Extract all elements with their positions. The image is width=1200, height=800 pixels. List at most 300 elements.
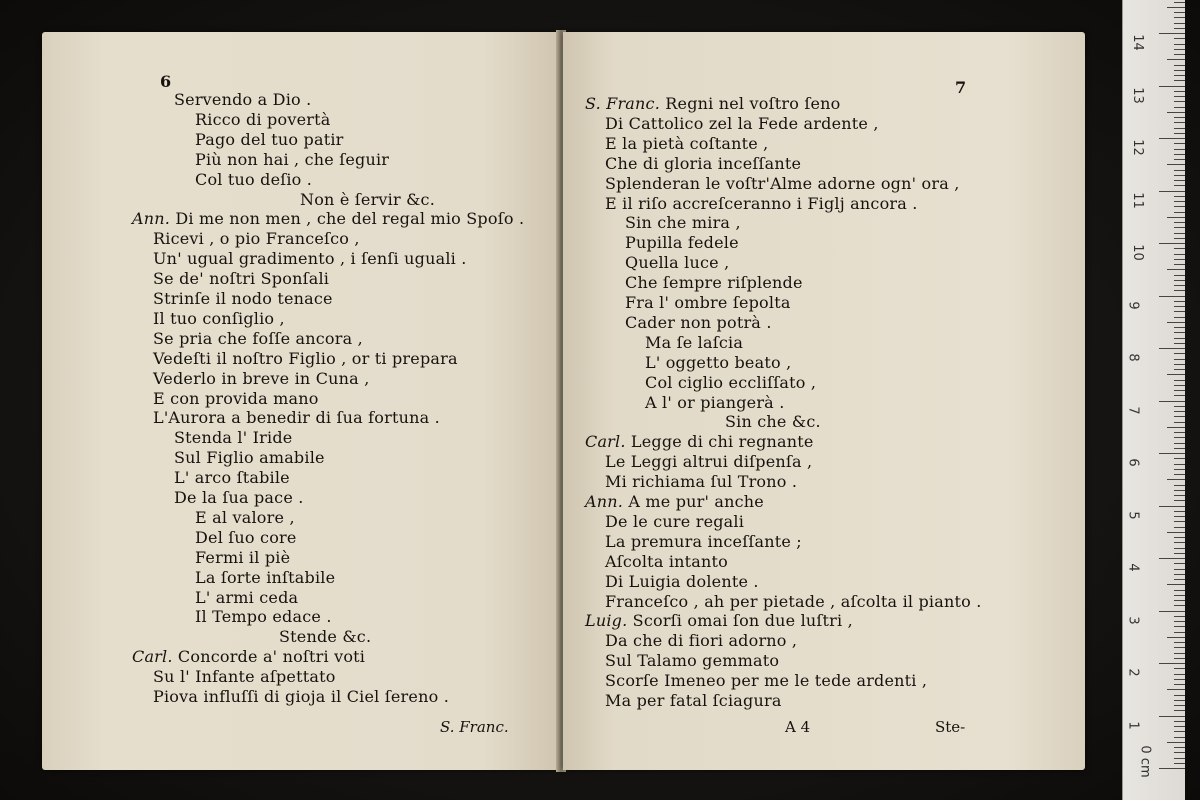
ruler-tick — [1174, 527, 1185, 528]
ruler-tick — [1174, 159, 1185, 160]
left-catchword: S. Franc. — [440, 718, 509, 736]
ruler-tick — [1167, 322, 1185, 323]
ruler-tick — [1167, 427, 1185, 428]
ruler-tick — [1174, 327, 1185, 328]
ruler-tick — [1167, 164, 1185, 165]
ruler-tick — [1174, 233, 1185, 234]
ruler-tick — [1174, 343, 1185, 344]
ruler-tick — [1174, 653, 1185, 654]
verse-text: E con provida mano — [153, 388, 319, 408]
verse-text: Concorde a' noſtri voti — [177, 647, 366, 667]
left-page — [42, 32, 560, 770]
ruler-tick — [1174, 474, 1185, 475]
text-line — [153, 687, 449, 707]
verse-text: Franceſco , ah per pietade , aſcolta il pianto . — [605, 591, 982, 611]
verse-text: E la pietà coſtante , — [605, 133, 769, 153]
ruler-tick — [1174, 495, 1185, 496]
ruler-tick — [1174, 196, 1185, 197]
ruler-tick — [1174, 658, 1185, 659]
verse-text: Sul Figlio amabile — [174, 448, 325, 468]
ruler-tick — [1174, 154, 1185, 155]
ruler-tick — [1167, 584, 1185, 585]
text-line — [645, 333, 743, 353]
ruler-tick — [1174, 275, 1185, 276]
ruler-tick — [1159, 296, 1185, 297]
text-line — [605, 114, 879, 134]
text-line — [132, 209, 524, 229]
verse-text: Il tuo conſiglio , — [153, 308, 285, 328]
ruler-tick — [1167, 479, 1185, 480]
verse-text: L'Aurora a benedir di ſua fortuna . — [153, 408, 440, 428]
verse-text: Cader non potrà . — [625, 312, 772, 332]
ruler-tick — [1174, 185, 1185, 186]
text-line — [153, 667, 336, 687]
ruler-tick — [1174, 54, 1185, 55]
text-line — [195, 150, 389, 170]
ruler-tick — [1174, 721, 1185, 722]
text-line — [605, 512, 744, 532]
ruler-tick — [1174, 679, 1185, 680]
verse-text: De la ſua pace . — [174, 488, 304, 507]
right-page-number: 7 — [955, 78, 967, 97]
text-line — [195, 607, 332, 627]
ruler-label: 4 — [1125, 563, 1141, 572]
verse-text: Vederlo in breve in Cuna , — [153, 368, 370, 388]
ruler-tick — [1174, 616, 1185, 617]
ruler-tick — [1174, 747, 1185, 748]
ruler-label: 5 — [1125, 510, 1141, 520]
verse-text: L' armi ceda — [195, 587, 299, 607]
ruler-tick — [1174, 280, 1185, 281]
left-page-number: 6 — [160, 72, 172, 91]
verse-text: Di Cattolico zel la Fede ardente , — [605, 113, 879, 133]
text-line — [625, 313, 772, 333]
verse-text: Non è ſervir &c. — [300, 189, 435, 209]
ruler-label: 3 — [1125, 615, 1141, 625]
verse-text: Sul Talamo gemmato — [605, 651, 780, 671]
ruler-tick — [1174, 332, 1185, 333]
verse-text: L' arco ſtabile — [174, 468, 290, 488]
text-line — [585, 492, 764, 512]
ruler-label: 0 cm — [1137, 745, 1153, 778]
text-line — [725, 412, 821, 432]
text-line — [605, 472, 797, 492]
ruler-tick — [1174, 122, 1185, 123]
ruler-tick — [1174, 542, 1185, 543]
speaker-label: Carl. — [132, 647, 178, 667]
ruler-tick — [1174, 170, 1185, 171]
ruler-tick — [1159, 506, 1185, 507]
ruler-tick — [1174, 590, 1185, 591]
speaker-label: Carl. — [585, 432, 631, 452]
ruler-tick — [1174, 710, 1185, 711]
ruler-tick — [1174, 385, 1185, 386]
ruler-tick — [1159, 243, 1185, 244]
ruler-tick — [1174, 521, 1185, 522]
ruler-tick — [1174, 437, 1185, 438]
ruler-label: 13 — [1129, 86, 1145, 104]
verse-text: Fermi il piè — [195, 547, 291, 567]
text-line — [195, 548, 290, 568]
text-line — [605, 174, 960, 194]
text-line — [645, 353, 791, 373]
verse-text: Strinſe il nodo tenace — [153, 289, 333, 308]
ruler-tick — [1174, 17, 1185, 18]
ruler-tick — [1159, 191, 1185, 192]
ruler-tick — [1174, 222, 1185, 223]
verse-text: Ma ſe laſcia — [645, 332, 744, 352]
ruler-tick — [1174, 264, 1185, 265]
ruler-tick — [1159, 611, 1185, 612]
ruler-tick — [1174, 416, 1185, 417]
ruler-tick — [1159, 33, 1185, 34]
text-line — [300, 190, 435, 210]
ruler-tick — [1174, 317, 1185, 318]
verse-text: A me pur' anche — [628, 492, 764, 511]
right-signature: A 4 — [785, 718, 811, 736]
text-line — [195, 568, 335, 588]
speaker-label: Ann. — [585, 492, 629, 511]
text-line — [605, 552, 728, 572]
ruler-tick — [1174, 380, 1185, 381]
text-line — [195, 508, 295, 528]
text-line — [625, 293, 791, 313]
text-line — [585, 94, 840, 114]
verse-text: Vedeſti il noſtro Figlio , or ti prepara — [153, 348, 458, 368]
ruler-tick — [1174, 117, 1185, 118]
ruler-tick — [1167, 374, 1185, 375]
ruler-tick — [1174, 763, 1185, 764]
ruler-tick — [1174, 180, 1185, 181]
text-line — [605, 452, 812, 472]
verse-text: L' oggetto beato , — [645, 352, 792, 372]
ruler-tick — [1174, 626, 1185, 627]
ruler-tick — [1174, 726, 1185, 727]
ruler-tick — [1174, 621, 1185, 622]
text-line — [153, 229, 360, 249]
speaker-label: S. Franc. — [585, 94, 666, 113]
ruler-tick — [1174, 448, 1185, 449]
ruler-tick — [1167, 637, 1185, 638]
ruler-tick — [1167, 112, 1185, 113]
ruler-tick — [1174, 464, 1185, 465]
verse-text: Il Tempo edace . — [195, 607, 332, 627]
verse-text: Le Leggi altrui diſpenſa , — [605, 452, 813, 472]
ruler-tick — [1174, 411, 1185, 412]
ruler-tick — [1174, 338, 1185, 339]
ruler-tick — [1174, 500, 1185, 501]
text-line — [153, 389, 319, 409]
ruler-tick — [1174, 44, 1185, 45]
ruler-tick — [1174, 212, 1185, 213]
text-line — [195, 528, 297, 548]
ruler-tick — [1174, 364, 1185, 365]
text-line — [195, 130, 344, 150]
ruler-tick — [1174, 369, 1185, 370]
ruler-tick — [1174, 28, 1185, 29]
ruler-tick — [1159, 401, 1185, 402]
verse-text: Fra l' ombre ſepolta — [625, 293, 791, 312]
text-line — [605, 691, 782, 711]
ruler-tick — [1167, 217, 1185, 218]
verse-text: Su l' Infante aſpettato — [153, 667, 336, 687]
verse-text: Pupilla fedele — [625, 233, 739, 253]
ruler-label: 14 — [1129, 34, 1145, 51]
text-line — [605, 572, 759, 592]
ruler-tick — [1174, 390, 1185, 391]
verse-text: Sin che mira , — [625, 213, 741, 233]
ruler-tick — [1174, 605, 1185, 606]
text-line — [174, 90, 311, 110]
ruler-tick — [1174, 248, 1185, 249]
ruler-tick — [1174, 632, 1185, 633]
ruler-tick — [1174, 432, 1185, 433]
ruler-tick — [1174, 80, 1185, 81]
verse-text: Di me non men , che del regal mio Spoſo . — [175, 209, 525, 229]
ruler-tick — [1174, 674, 1185, 675]
verse-text: Regni nel voſtro ſeno — [665, 94, 841, 113]
ruler-tick — [1174, 700, 1185, 701]
ruler-tick — [1174, 511, 1185, 512]
ruler-tick — [1174, 101, 1185, 102]
verse-text: A l' or piangerà . — [645, 392, 785, 412]
ruler-tick — [1174, 548, 1185, 549]
verse-text: Da che di fiori adorno , — [605, 631, 798, 651]
ruler-tick — [1174, 422, 1185, 423]
ruler-tick — [1159, 716, 1185, 717]
text-line — [153, 369, 369, 389]
ruler-tick — [1174, 49, 1185, 50]
text-line — [153, 408, 440, 428]
ruler-tick — [1174, 149, 1185, 150]
ruler-label: 11 — [1129, 191, 1145, 209]
ruler-tick — [1174, 285, 1185, 286]
verse-text: Servendo a Dio . — [174, 90, 312, 109]
text-line — [174, 468, 290, 488]
text-line — [645, 373, 816, 393]
verse-text: Col tuo deſio . — [195, 169, 313, 189]
ruler-tick — [1174, 695, 1185, 696]
verse-text: Pago del tuo patir — [195, 129, 344, 149]
ruler-tick — [1174, 642, 1185, 643]
ruler-tick — [1174, 537, 1185, 538]
ruler-tick — [1174, 731, 1185, 732]
ruler-tick — [1174, 443, 1185, 444]
ruler-label: 2 — [1125, 668, 1141, 677]
ruler-label: 8 — [1125, 353, 1141, 362]
ruler-tick — [1174, 579, 1185, 580]
ruler-tick — [1159, 663, 1185, 664]
ruler-tick — [1159, 768, 1185, 769]
verse-text: Se pria che foſſe ancora , — [153, 328, 363, 348]
text-line — [195, 110, 330, 130]
text-line — [195, 588, 298, 608]
text-line — [153, 329, 363, 349]
ruler-tick — [1174, 395, 1185, 396]
ruler-tick — [1167, 59, 1185, 60]
ruler-tick — [1174, 70, 1185, 71]
ruler-tick — [1174, 206, 1185, 207]
ruler-tick — [1174, 737, 1185, 738]
verse-text: Sin che &c. — [725, 412, 821, 432]
verse-text: Ricco di povertà — [195, 109, 331, 129]
text-line — [605, 592, 982, 612]
verse-text: Piova influſſi di gioja il Ciel ſereno . — [153, 687, 449, 706]
speaker-label: Ann. — [132, 209, 176, 229]
verse-text: La premura inceſſante ; — [605, 531, 802, 551]
verse-text: Scorſe Imeneo per me le tede ardenti , — [605, 671, 928, 691]
ruler-tick — [1159, 86, 1185, 87]
verse-text: E al valore , — [195, 507, 295, 527]
right-catchword: Ste- — [935, 718, 966, 736]
verse-text: La ſorte inſtabile — [195, 567, 336, 587]
ruler-tick — [1174, 254, 1185, 255]
ruler-tick — [1174, 595, 1185, 596]
ruler-tick — [1167, 269, 1185, 270]
text-line — [625, 273, 803, 293]
ruler-tick — [1174, 133, 1185, 134]
ruler-tick — [1174, 490, 1185, 491]
text-line — [605, 631, 797, 651]
verse-text: Di Luigia dolente . — [605, 571, 759, 591]
text-line — [132, 647, 365, 667]
ruler-tick — [1174, 65, 1185, 66]
text-line — [153, 249, 467, 269]
ruler-tick — [1174, 301, 1185, 302]
ruler-tick — [1174, 23, 1185, 24]
ruler-label: 7 — [1125, 405, 1141, 415]
ruler-tick — [1174, 227, 1185, 228]
verse-text: Legge di chi regnante — [630, 432, 814, 452]
verse-text: Più non hai , che ſeguir — [195, 149, 390, 169]
text-line — [153, 309, 285, 329]
verse-text: Ma per fatal ſciagura — [605, 691, 782, 710]
text-line — [585, 611, 853, 631]
ruler-tick — [1174, 485, 1185, 486]
ruler-tick — [1174, 238, 1185, 239]
text-line — [174, 488, 304, 508]
text-line — [625, 253, 729, 273]
ruler-tick — [1174, 752, 1185, 753]
verse-text: Col ciglio eccliſſato , — [645, 372, 817, 392]
ruler-tick — [1174, 569, 1185, 570]
measurement-ruler — [1122, 0, 1185, 800]
verse-text: Splenderan le voſtr'Alme adorne ogn' ora , — [605, 173, 960, 193]
text-line — [153, 289, 333, 309]
ruler-tick — [1174, 91, 1185, 92]
ruler-tick — [1174, 306, 1185, 307]
ruler-tick — [1174, 469, 1185, 470]
text-line — [605, 532, 802, 552]
ruler-tick — [1174, 563, 1185, 564]
ruler-tick — [1174, 75, 1185, 76]
ruler-tick — [1174, 647, 1185, 648]
ruler-tick — [1174, 107, 1185, 108]
ruler-tick — [1174, 2, 1185, 3]
ruler-tick — [1167, 742, 1185, 743]
ruler-tick — [1174, 758, 1185, 759]
verse-text: Ricevi , o pio Franceſco , — [153, 229, 360, 249]
verse-text: Che ſempre riſplende — [625, 273, 803, 293]
ruler-tick — [1159, 453, 1185, 454]
ruler-tick — [1174, 96, 1185, 97]
ruler-tick — [1174, 128, 1185, 129]
verse-text: Stenda l' Iride — [174, 428, 293, 448]
ruler-tick — [1174, 600, 1185, 601]
ruler-label: 6 — [1125, 458, 1141, 467]
verse-text: E il riſo accreſceranno i Figlj ancora . — [605, 193, 918, 213]
ruler-label: 1 — [1125, 720, 1141, 730]
text-line — [585, 432, 814, 452]
ruler-tick — [1174, 458, 1185, 459]
ruler-tick — [1167, 689, 1185, 690]
ruler-tick — [1174, 359, 1185, 360]
ruler-label: 9 — [1125, 300, 1141, 310]
ruler-tick — [1174, 38, 1185, 39]
ruler-tick — [1159, 348, 1185, 349]
ruler-tick — [1174, 516, 1185, 517]
ruler-tick — [1174, 406, 1185, 407]
ruler-tick — [1174, 175, 1185, 176]
text-line — [625, 233, 739, 253]
verse-text: Stende &c. — [279, 627, 372, 647]
text-line — [605, 194, 918, 214]
text-line — [279, 627, 371, 647]
ruler-tick — [1174, 201, 1185, 202]
text-line — [605, 671, 927, 691]
verse-text: Mi richiama ſul Trono . — [605, 472, 798, 492]
ruler-tick — [1174, 353, 1185, 354]
ruler-tick — [1174, 668, 1185, 669]
ruler-tick — [1174, 12, 1185, 13]
ruler-tick — [1167, 532, 1185, 533]
ruler-tick — [1174, 311, 1185, 312]
text-line — [605, 134, 768, 154]
text-line — [153, 349, 458, 369]
ruler-tick — [1174, 684, 1185, 685]
ruler-tick — [1174, 143, 1185, 144]
speaker-label: Luig. — [585, 611, 633, 631]
verse-text: Aſcolta intanto — [605, 551, 728, 571]
ruler-label: 10 — [1129, 244, 1145, 261]
right-page — [563, 32, 1085, 770]
ruler-tick — [1174, 574, 1185, 575]
verse-text: Se de' noſtri Sponſali — [153, 269, 330, 289]
ruler-label: 12 — [1129, 139, 1145, 156]
verse-text: Del ſuo core — [195, 527, 297, 547]
text-line — [174, 428, 292, 448]
verse-text: De le cure regali — [605, 511, 745, 531]
verse-text: Che di gloria inceſſante — [605, 153, 802, 173]
text-line — [174, 448, 325, 468]
ruler-tick — [1174, 259, 1185, 260]
ruler-tick — [1174, 553, 1185, 554]
text-line — [625, 213, 741, 233]
ruler-tick — [1159, 558, 1185, 559]
text-line — [153, 269, 329, 289]
text-line — [645, 393, 784, 413]
ruler-tick — [1174, 705, 1185, 706]
ruler-tick — [1159, 138, 1185, 139]
verse-text: Quella luce , — [625, 253, 730, 273]
verse-text: Un' ugual gradimento , i ſenſi uguali . — [153, 249, 467, 269]
text-line — [605, 651, 779, 671]
text-line — [195, 170, 312, 190]
ruler-tick — [1174, 290, 1185, 291]
verse-text: Scorſi omai ſon due luſtri , — [632, 611, 853, 631]
ruler-tick — [1167, 7, 1185, 8]
text-line — [605, 154, 801, 174]
